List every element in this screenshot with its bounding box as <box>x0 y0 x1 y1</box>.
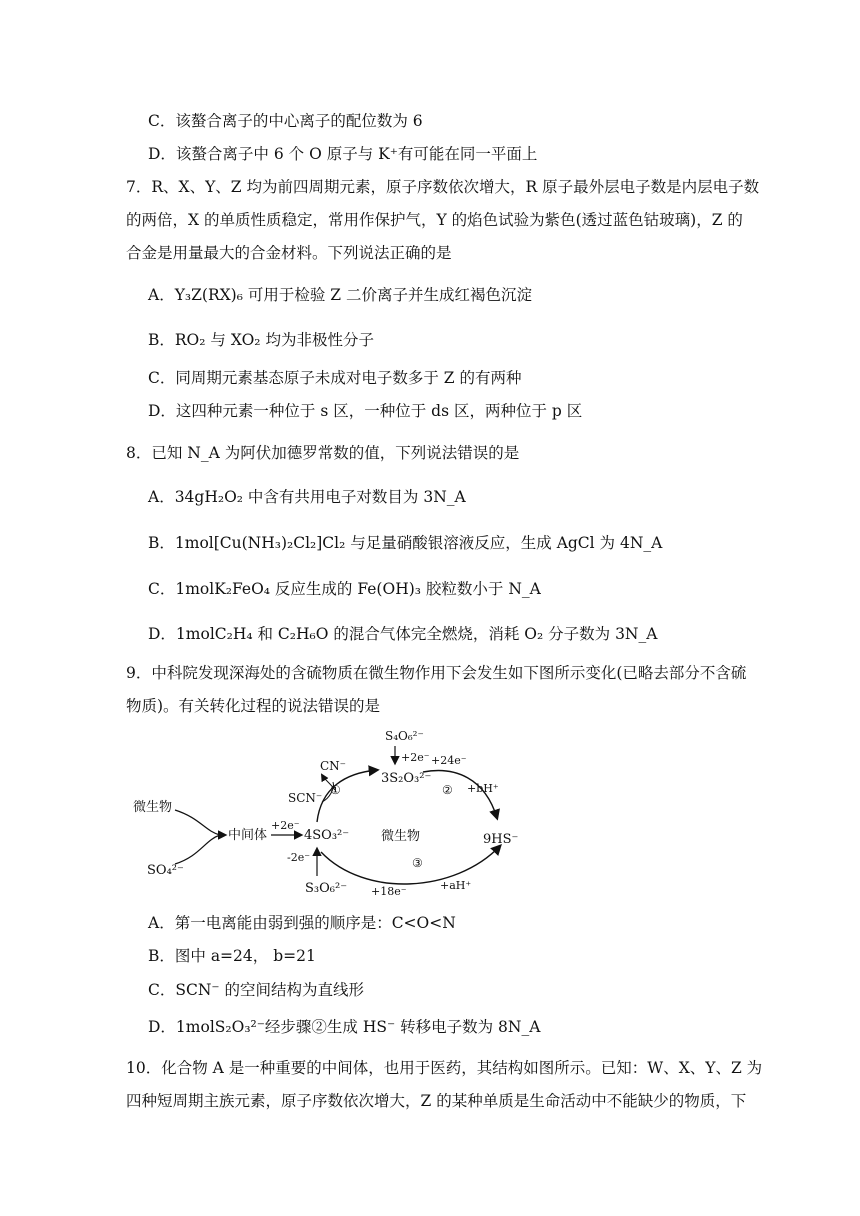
diagram-plusbh: +bH⁺ <box>467 782 499 795</box>
diagram-plus2e-top: +2e⁻ <box>401 751 430 764</box>
diagram-scn: SCN⁻ <box>288 791 323 805</box>
q7-stem-line1: 7．R、X、Y、Z 均为前四周期元素，原子序数依次增大，R 原子最外层电子数是内层电子数 <box>126 178 760 196</box>
diagram-s2o3: 3S₂O₃²⁻ <box>381 771 432 786</box>
diagram-s3o6: S₃O₆²⁻ <box>305 881 348 896</box>
diagram-s4o6: S₄O₆²⁻ <box>385 729 424 743</box>
diagram-plus2e-left: +2e⁻ <box>271 819 300 832</box>
q7-stem-line2: 的两倍，X 的单质性质稳定，常用作保护气，Y 的焰色试验为紫色(透过蓝色钴玻璃)，Z 的 <box>126 211 743 229</box>
diagram-intermediate: 中间体 <box>228 828 268 843</box>
sulfur-conversion-diagram <box>125 728 565 906</box>
diagram-so3: 4SO₃²⁻ <box>304 828 350 843</box>
q6-option-d: D．该螯合离子中 6 个 O 原子与 K⁺有可能在同一平面上 <box>148 145 538 163</box>
q8-option-b: B．1mol[Cu(NH₃)₂Cl₂]Cl₂ 与足量硝酸银溶液反应，生成 AgCl 为 4N_A <box>148 534 663 552</box>
diagram-microbe-center: 微生物 <box>381 829 421 844</box>
diagram-plus18e: +18e⁻ <box>371 885 407 898</box>
diagram-arrow-step3 <box>321 846 500 884</box>
diagram-merge-lower <box>175 835 220 864</box>
diagram-plusah: +aH⁺ <box>440 879 472 892</box>
q9-option-b: B．图中 a=24， b=21 <box>148 947 316 965</box>
q7-option-c: C．同周期元素基态原子未成对电子数多于 Z 的有两种 <box>148 369 522 387</box>
diagram-step1-label: ① <box>330 783 341 797</box>
diagram-merge-upper <box>175 810 220 835</box>
q6-option-c: C．该螯合离子的中心离子的配位数为 6 <box>148 112 423 130</box>
diagram-sulfate: SO₄²⁻ <box>147 863 184 878</box>
q9-option-d: D．1molS₂O₃²⁻经步骤②生成 HS⁻ 转移电子数为 8N_A <box>148 1018 541 1036</box>
q7-option-b: B．RO₂ 与 XO₂ 均为非极性分子 <box>148 331 374 349</box>
q8-option-c: C．1molK₂FeO₄ 反应生成的 Fe(OH)₃ 胶粒数小于 N_A <box>148 580 541 598</box>
diagram-step3-label: ③ <box>412 856 423 870</box>
q9-option-a: A．第一电离能由弱到强的顺序是：C<O<N <box>148 914 456 932</box>
q7-option-d: D．这四种元素一种位于 s 区，一种位于 ds 区，两种位于 p 区 <box>148 402 583 420</box>
q10-stem-line1: 10．化合物 A 是一种重要的中间体，也用于医药，其结构如图所示。已知：W、X、Y、Z 为 <box>126 1059 763 1077</box>
diagram-plus24e: +24e⁻ <box>431 754 467 767</box>
q9-stem-line2: 物质)。有关转化过程的说法错误的是 <box>126 697 381 715</box>
q7-option-a: A．Y₃Z(RX)₆ 可用于检验 Z 二价离子并生成红褐色沉淀 <box>148 286 532 304</box>
q8-option-a: A．34gH₂O₂ 中含有共用电子对数目为 3N_A <box>148 488 466 506</box>
diagram-arrow-step1 <box>317 770 377 822</box>
diagram-minus2e: -2e⁻ <box>287 851 311 864</box>
q7-stem-line3: 合金是用量最大的合金材料。下列说法正确的是 <box>126 244 452 262</box>
q9-stem-line1: 9．中科院发现深海处的含硫物质在微生物作用下会发生如下图所示变化(已略去部分不含硫 <box>126 664 747 682</box>
q10-stem-line2: 四种短周期主族元素，原子序数依次增大，Z 的某种单质是生命活动中不能缺少的物质，下 <box>126 1092 747 1110</box>
diagram-microbe-left: 微生物 <box>133 800 173 815</box>
q8-stem: 8．已知 N_A 为阿伏加德罗常数的值，下列说法错误的是 <box>126 444 520 462</box>
q8-option-d: D．1molC₂H₄ 和 C₂H₆O 的混合气体完全燃烧，消耗 O₂ 分子数为 3N_A <box>148 625 658 643</box>
diagram-cn: CN⁻ <box>320 759 347 773</box>
diagram-step2-label: ② <box>442 783 453 797</box>
diagram-hs: 9HS⁻ <box>483 832 519 847</box>
q9-option-c: C．SCN⁻ 的空间结构为直线形 <box>148 981 365 999</box>
